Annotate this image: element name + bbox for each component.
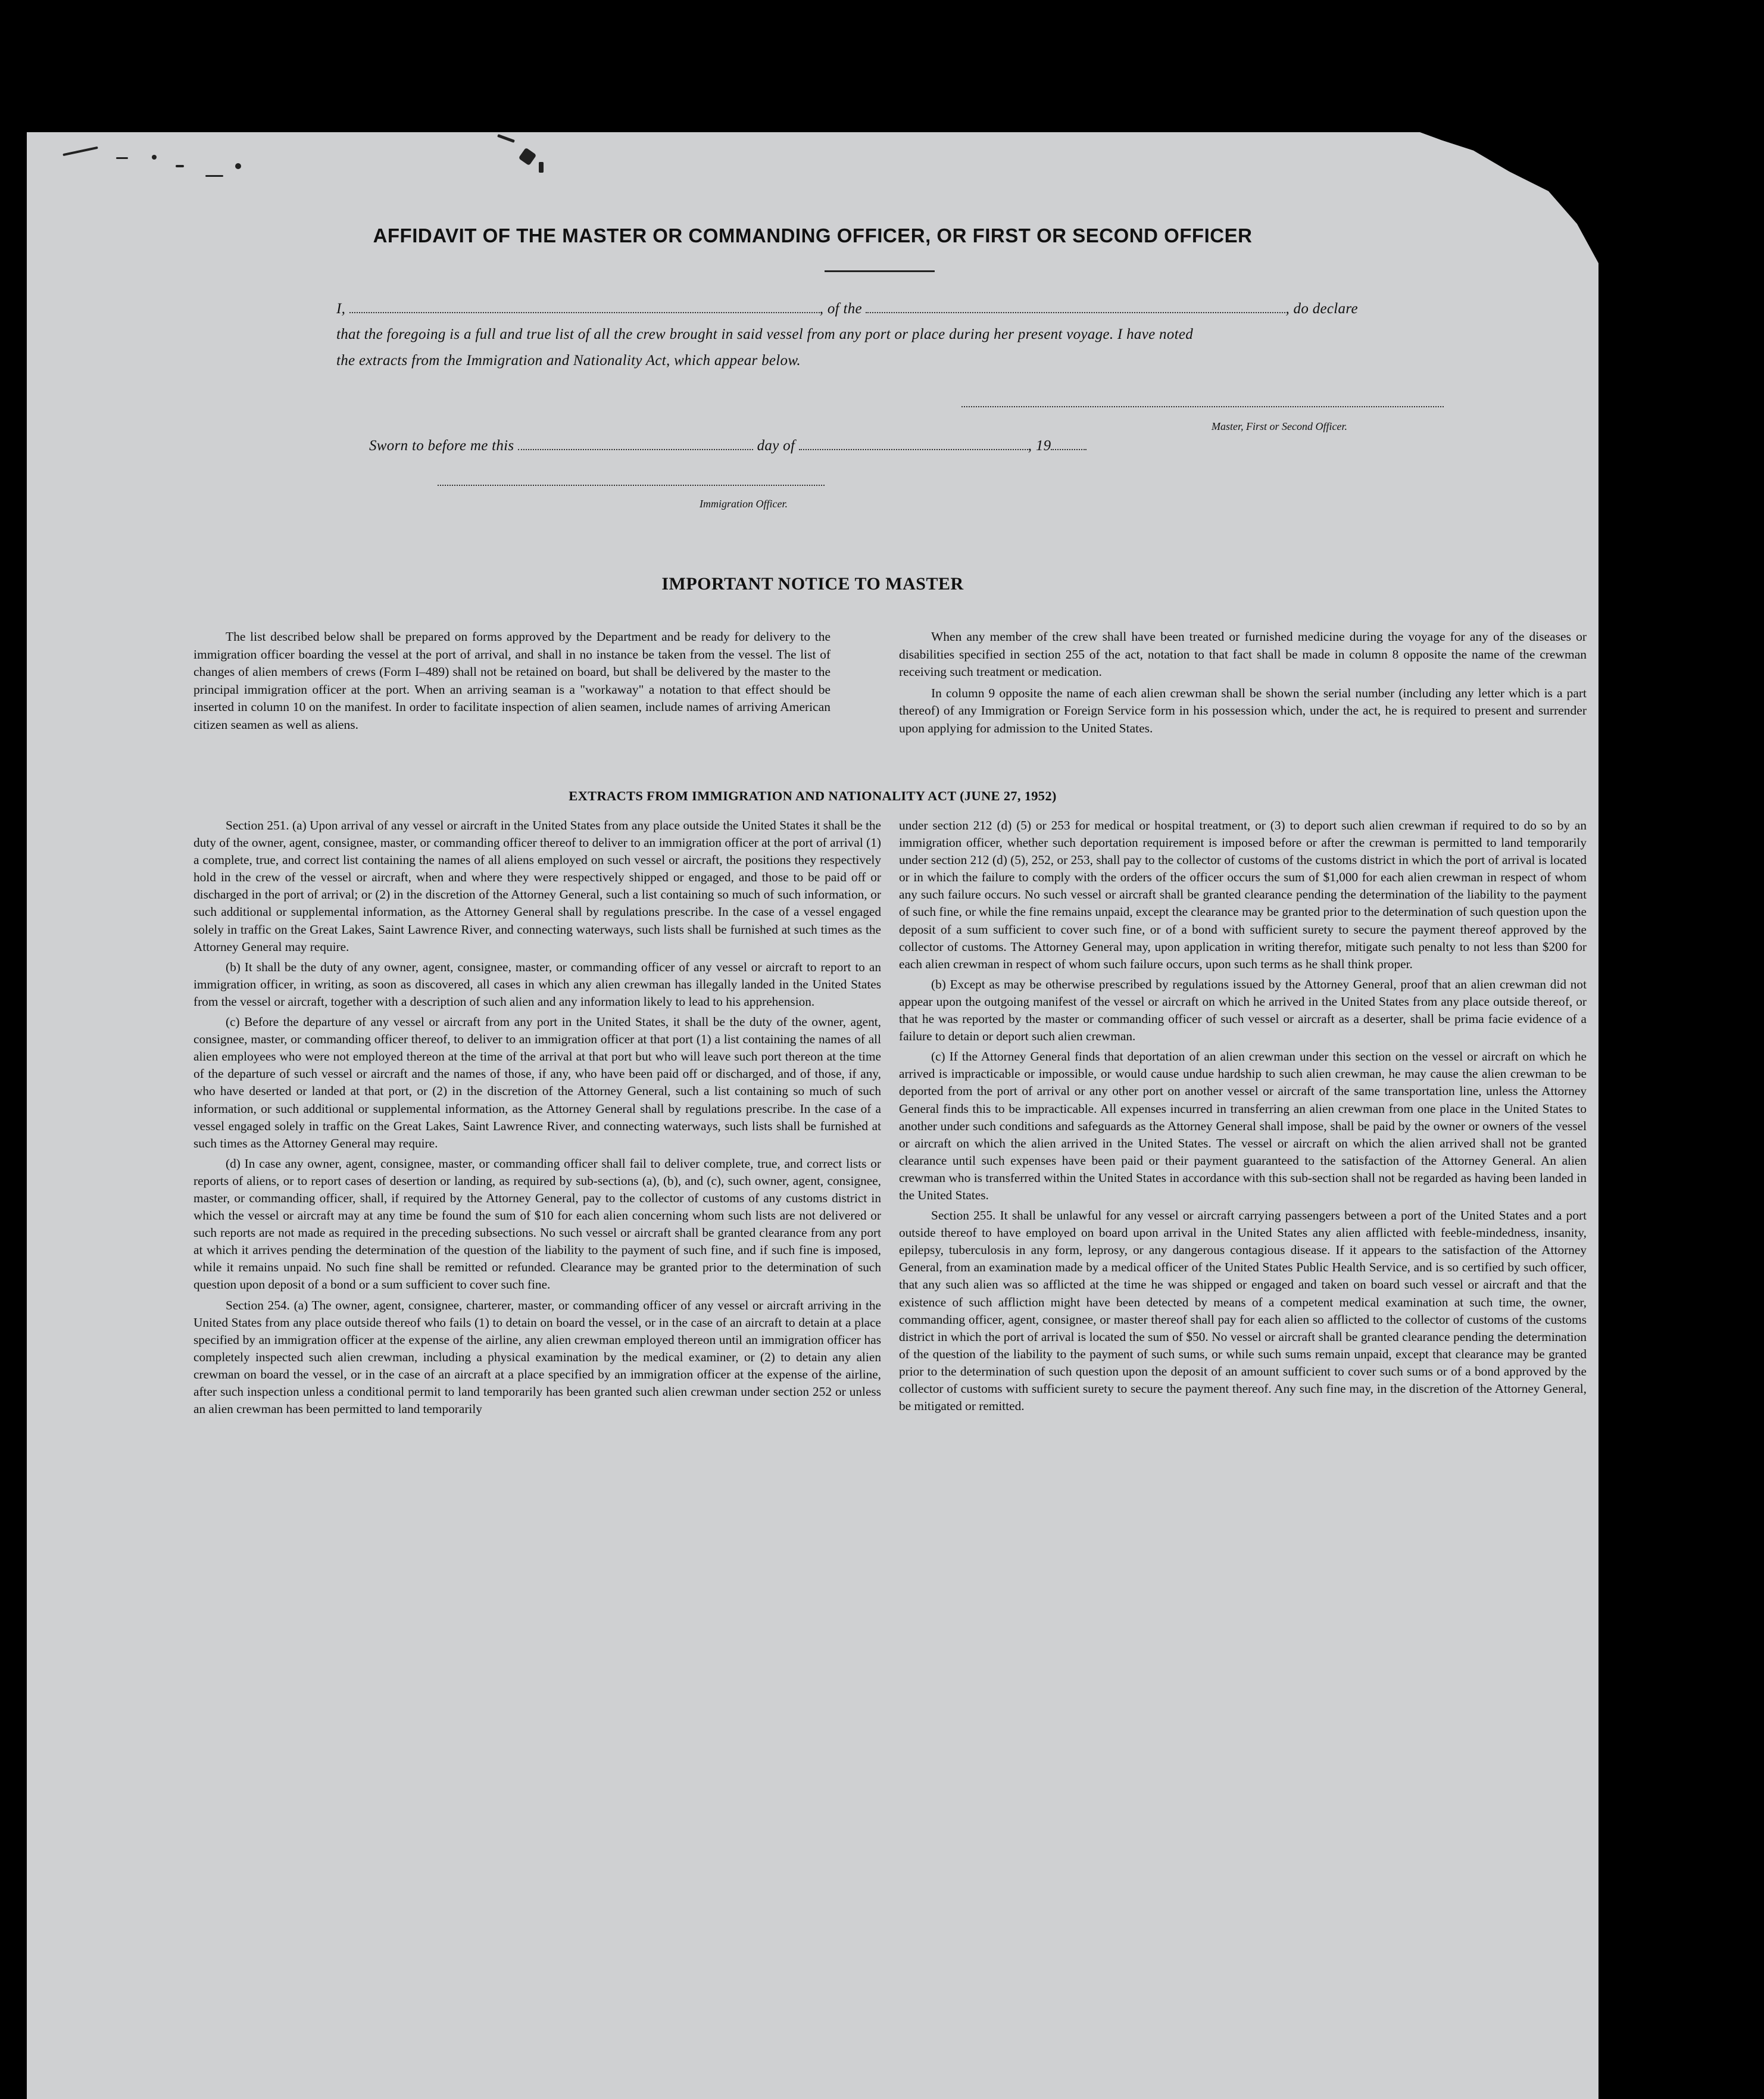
extract-paragraph: under section 212 (d) (5) or 253 for medical or hospital treatment, or (3) to deport such alien crewman if required to do so by an immigration officer, whether such deportation requirement is imposed before or after the crewman is permitted to land temporarily under section 212 (d) (5), 252, or 253, shall pay to the collector of customs of the customs district in which the port of arrival is located or in which the failure to comply with the orders of the officer occurs the sum of $1,000 for each alien crewman in respect of whom any such failure occurs. No such vessel or aircraft shall be granted clearance pending the determination of the liability to the payment of such fine, or while the fine remains unpaid, except the clearance may be granted prior to the determination of such question upon the deposit of a sum sufficient to cover such fine, or of a bond with sufficient surety to secure the payment thereof approved by the collector of customs. The Attorney General may, upon application in writing therefor, mitigate such penalty to not less than $200 for each alien crewman in respect of whom such failure occurs, upon such terms as he shall think proper. bbox=[899, 818, 1587, 971]
of-the-label: , of the bbox=[819, 301, 862, 317]
notice-paragraph: In column 9 opposite the name of each alien crewman shall be shown the serial number (including any letter which is a part thereof) of any Immigration or Foreign Service form in his possession which, under the act, he is required to present and surrender upon applying for admission to the United States. bbox=[899, 685, 1587, 735]
name-field[interactable] bbox=[349, 300, 820, 313]
notice-left-column bbox=[193, 628, 831, 738]
do-declare-label: , do declare bbox=[1285, 301, 1358, 317]
sworn-year-field[interactable] bbox=[1051, 437, 1087, 450]
sworn-label: Sworn to before me this bbox=[369, 438, 514, 454]
sworn-month-field[interactable] bbox=[799, 437, 1028, 450]
document-page bbox=[27, 132, 1598, 2099]
sworn-day-field[interactable] bbox=[518, 437, 753, 450]
extracts-title: EXTRACTS FROM IMMIGRATION AND NATIONALITY ACT (JUNE 27, 1952) bbox=[569, 788, 1057, 803]
extracts-left-column bbox=[193, 817, 881, 1421]
notice-title: IMPORTANT NOTICE TO MASTER bbox=[661, 574, 964, 594]
sworn-line bbox=[369, 437, 1087, 454]
extract-paragraph: (d) In case any owner, agent, consignee, master, or commanding officer shall fail to deliver complete, true, and correct lists or reports of aliens, or to report cases of desertion or landing, as required by sub-sections (a), (b), and (c), such owner, agent, consignee, master, or commanding officer, shall, if required by the Attorney General, pay to the collector of customs of any customs district in which the vessel or aircraft may at any time be found the sum of $10 for each alien concerning whom such lists are not delivered or such reports are not made as required in the preceding subsections. No such vessel or aircraft shall be granted clearance from any port at which it arrives pending the determination of the question of the liability to the payment of such fine, and if such fine is imposed, while it remains unpaid. No such fine shall be remitted or refunded. Clearance may be granted prior to the determination of such question upon deposit of a bond or a sum sufficient to cover such fine. bbox=[193, 1156, 881, 1292]
extract-paragraph: (c) Before the departure of any vessel or aircraft from any port in the United States, it shall be the duty of the owner, agent, consignee, master, or commanding officer thereof, to deliver to an immigration officer at that port (1) a list containing the names of all alien employees who were not employed thereon at the time of the arrival at that port but who will leave such port thereon at the time of the departure of such vessel or aircraft and the names of those, if any, who have been paid off or discharged, and of those, if any, who have deserted or landed at that port, or (2) in the discretion of the Attorney General, such a list containing so much of such information, or such additional or supplemental information, as the Attorney General shall by regulations prescribe. In the case of a vessel engaged solely in traffic on the Great Lakes, Saint Lawrence River, and connecting waterways, such lists shall be furnished at such times as the Attorney General may require. bbox=[193, 1015, 881, 1150]
title-divider bbox=[825, 270, 935, 272]
declaration-line bbox=[336, 300, 1456, 317]
notice-paragraph: The list described below shall be prepared on forms approved by the Department and be ready for delivery to the immigration officer boarding the vessel at the port of arrival, and shall in no instance be taken from the vessel. The list of changes of alien members of crews (Form I–489) shall not be retained on board, but shall be delivered by the master to the principal immigration officer at the port. When an arriving seaman is a "workaway" a notation to that effect should be inserted in column 10 on the manifest. In order to facilitate inspection of alien seamen, include names of arriving American citizen seamen as well as aliens. bbox=[193, 629, 831, 732]
immigration-officer-signature-field[interactable] bbox=[438, 485, 825, 486]
day-of-label: day of bbox=[757, 438, 795, 454]
master-signature-field[interactable] bbox=[961, 406, 1444, 407]
vessel-field[interactable] bbox=[866, 300, 1285, 313]
notice-paragraph: When any member of the crew shall have been treated or furnished medicine during the voyage for any of the diseases or disabilities specified in section 255 of the act, notation to that fact shall be made in column 8 opposite the name of the crewman receiving such treatment or medication. bbox=[899, 629, 1587, 679]
extract-paragraph: Section 251. (a) Upon arrival of any vessel or aircraft in the United States from any place outside the United States it shall be the duty of the owner, agent, consignee, master, or commanding officer thereof to deliver to an immigration officer at the port of arrival (1) a complete, true, and correct list containing the names of all aliens employed on such vessel or aircraft, the positions they respectively hold in the crew of the vessel or aircraft, when and where they were respectively shipped or engaged, and those to be paid off or discharged in the port of arrival; or (2) in the discretion of the Attorney General, such a list containing so much of such information, or such additional or supplemental information, as the Attorney General shall by regulations prescribe. In the case of a vessel engaged solely in traffic on the Great Lakes, Saint Lawrence River, and connecting waterways, such lists shall be furnished at such times as the Attorney General may require. bbox=[193, 818, 881, 954]
extract-paragraph: Section 254. (a) The owner, agent, consignee, charterer, master, or commanding officer of any vessel or aircraft arriving in the United States from any place outside thereof who fails (1) to detain on board the vessel, or in the case of an aircraft to detain at a place specified by an immigration officer at the expense of the airline, any alien crewman employed thereon until an immigration officer has completely inspected such alien crewman, including a physical examination by the medical examiner, or (2) to detain any alien crewman on board the vessel, or in the case of an aircraft at a place specified by an immigration officer at the expense of the airline, after such inspection unless a conditional permit to land temporarily has been granted such alien crewman under section 252 or unless an alien crewman has been permitted to land temporarily bbox=[193, 1298, 881, 1417]
affidavit-title: AFFIDAVIT OF THE MASTER OR COMMANDING OFFICER, OR FIRST OR SECOND OFFICER bbox=[373, 224, 1253, 247]
scan-marks bbox=[27, 132, 563, 216]
notice-right-column bbox=[899, 628, 1587, 741]
extract-paragraph: (c) If the Attorney General finds that deportation of an alien crewman under this section on the vessel or aircraft on which he arrived is impracticable or impossible, or would cause undue hardship to such alien crewman, he may cause the alien crewman to be deported from the port of arrival or any other port on another vessel or aircraft of the same transportation line, unless the Attorney General finds this to be impracticable. All expenses incurred in transferring an alien crewman from one place in the United States to another under such conditions and safeguards as the Attorney General shall impose, shall be paid by the owner or owners of the vessel or aircraft on which the alien arrived in the United States. The vessel or aircraft on which the alien arrived shall not be granted clearance until such expenses have been paid or their payment guaranteed to the satisfaction of the Attorney General. An alien crewman who is transferred within the United States in accordance with this sub-section shall not be regarded as having been landed in the United States. bbox=[899, 1049, 1587, 1202]
extract-paragraph: (b) It shall be the duty of any owner, agent, consignee, master, or commanding officer of any vessel or aircraft to report to an immigration officer, in writing, as soon as discovered, all cases in which any alien crewman has illegally landed in the United States from the vessel or aircraft, together with a description of such alien and any information likely to lead to his apprehension. bbox=[193, 959, 881, 1009]
i-label: I, bbox=[336, 301, 346, 317]
immigration-officer-caption: Immigration Officer. bbox=[700, 498, 788, 510]
extracts-right-column bbox=[899, 817, 1587, 1418]
year-prefix: , 19 bbox=[1028, 438, 1051, 454]
extract-paragraph: Section 255. It shall be unlawful for any vessel or aircraft carrying passengers between a port of the United States and a port outside thereof to have employed on board upon arrival in the United States any alien afflicted with feeble-mindedness, insanity, epilepsy, tuberculosis in any form, leprosy, or any dangerous contagious disease. If it appears to the satisfaction of the Attorney General, from an examination made by a medical officer of the United States Public Health Service, and is so certified by such officer, that any such alien was so afflicted at the time he was shipped or engaged and taken on board such vessel or aircraft and that the existence of such affliction might have been detected by means of a competent medical examination at such time, the owner, commanding officer, agent, consignee, or master thereof shall pay for each alien so afflicted to the collector of customs of the customs district in which the port of arrival is located the sum of $50. No vessel or aircraft shall be granted clearance pending the determination of the question of the liability to the payment of such sums, or while such sums remain unpaid, except that clearance may be granted prior to the determination of such question upon the deposit of an amount sufficient to cover such sums or of a bond approved by the collector of customs with sufficient surety to secure the payment thereof. Any such fine may, in the discretion of the Attorney General, be mitigated or remitted. bbox=[899, 1208, 1587, 1414]
declaration-text-1: that the foregoing is a full and true list of all the crew brought in said vessel from any port or place during her present voyage. I have noted bbox=[336, 326, 1194, 342]
extract-paragraph: (b) Except as may be otherwise prescribed by regulations issued by the Attorney General, proof that an alien crewman did not appear upon the outgoing manifest of the vessel or aircraft on which he arrived in the United States from any place outside thereof, or that he was reported by the master or commanding officer of such vessel or aircraft as a deserter, shall be prima facie evidence of a failure to detain or deport such alien crewman. bbox=[899, 977, 1587, 1044]
declaration-text-2: the extracts from the Immigration and Nationality Act, which appear below. bbox=[336, 353, 801, 369]
master-caption: Master, First or Second Officer. bbox=[1212, 420, 1347, 432]
